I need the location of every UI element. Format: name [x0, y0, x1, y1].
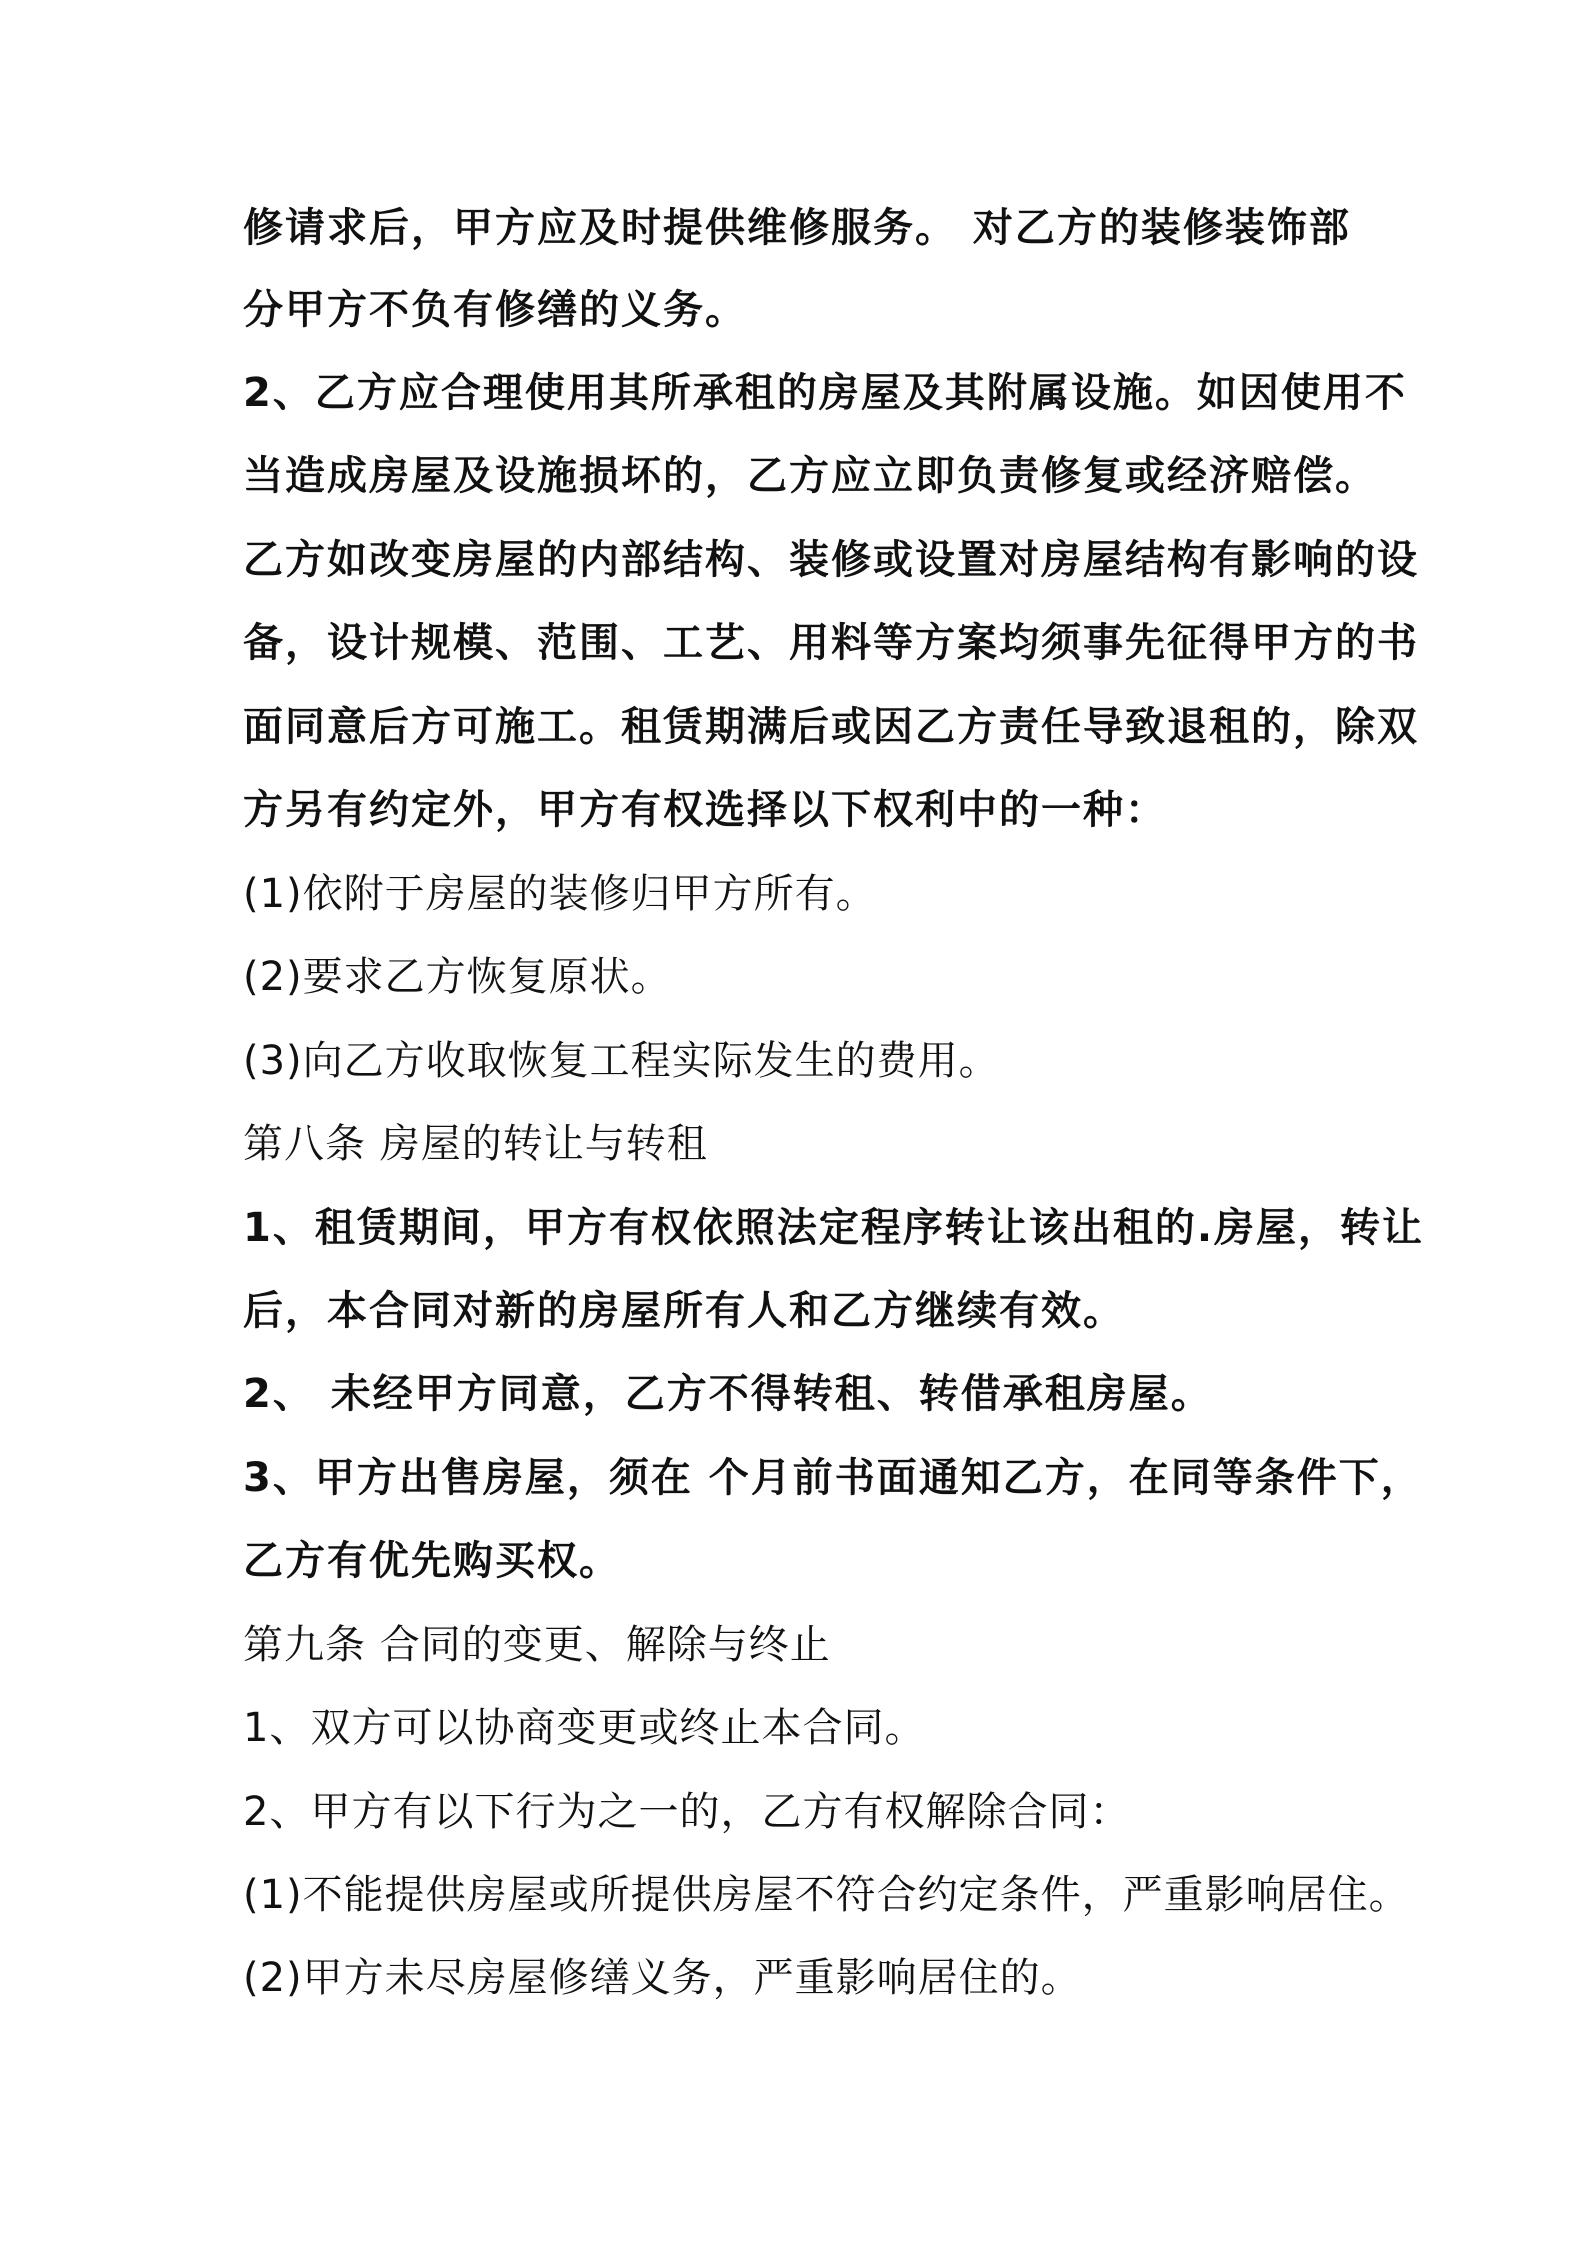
text-line-5: 乙方如改变房屋的内部结构、装修或设置对房屋结构有影响的设: [243, 537, 1419, 583]
text-line-22: (2)甲方未尽房屋修缮义务，严重影响居住的。: [243, 1955, 1082, 2001]
text-line-10: (2)要求乙方恢复原状。: [243, 954, 672, 1000]
text-line-8: 方另有约定外，甲方有权选择以下权利中的一种：: [243, 787, 1167, 833]
text-line-14: 后，本合同对新的房屋所有人和乙方继续有效。: [243, 1288, 1125, 1334]
text-line-13: 1、租赁期间，甲方有权依照法定程序转让该出租的.房屋，转让: [243, 1205, 1425, 1251]
text-line-9: (1)依附于房屋的装修归甲方所有。: [243, 871, 877, 917]
text-line-7: 面同意后方可施工。租赁期满后或因乙方责任导致退租的，除双: [243, 704, 1419, 750]
text-line-17: 乙方有优先购买权。: [243, 1538, 621, 1584]
text-line-11: (3)向乙方收取恢复工程实际发生的费用。: [243, 1038, 1000, 1084]
text-line-21: (1)不能提供房屋或所提供房屋不符合约定条件，严重影响居住。: [243, 1872, 1410, 1918]
section-heading-9: 第九条 合同的变更、解除与终止: [243, 1622, 831, 1668]
text-line-15: 2、 未经甲方同意，乙方不得转租、转借承租房屋。: [243, 1371, 1213, 1417]
text-line-6: 备，设计规模、范围、工艺、用料等方案均须事先征得甲方的书: [243, 620, 1419, 666]
text-line-4: 当造成房屋及设施损坏的，乙方应立即负责修复或经济赔偿。: [243, 453, 1377, 499]
text-line-20: 2、甲方有以下行为之一的，乙方有权解除合同：: [243, 1789, 1131, 1835]
text-line-19: 1、双方可以协商变更或终止本合同。: [243, 1705, 926, 1751]
section-heading-8: 第八条 房屋的转让与转租: [243, 1121, 708, 1167]
text-line-3: 2、乙方应合理使用其所承租的房屋及其附属设施。如因使用不: [243, 370, 1407, 416]
text-line-16: 3、甲方出售房屋，须在 个月前书面通知乙方，在同等条件下，: [243, 1455, 1423, 1501]
text-line-1: 修请求后，甲方应及时提供维修服务。 对乙方的装修装饰部: [243, 205, 1351, 251]
text-line-2: 分甲方不负有修缮的义务。: [243, 287, 747, 333]
